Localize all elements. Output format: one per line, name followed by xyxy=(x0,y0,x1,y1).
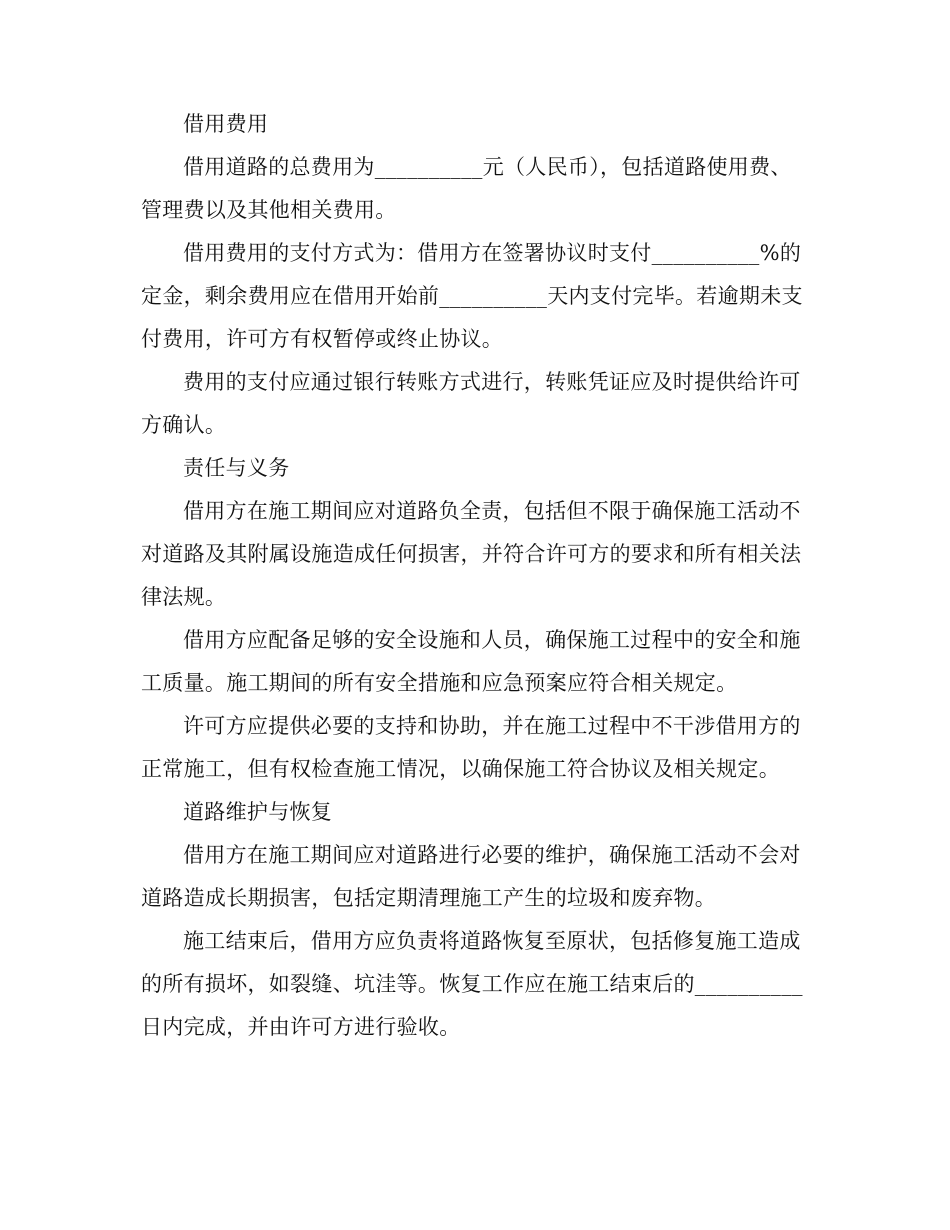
section-heading-maintenance: 道路维护与恢复 xyxy=(183,800,333,824)
paragraph-licensor-support: 许可方应提供必要的支持和协助，并在施工过程中不干涉借用方的正常施工，但有权检查施工情况，以确保施工符合协议及相关规定。 xyxy=(141,714,801,781)
paragraph-payment-method: 借用费用的支付方式为：借用方在签署协议时支付__________%的定金，剩余费用应在借用开始前__________天内支付完毕。若逾期未支付费用，许可方有权暂停或终止协议。 xyxy=(141,241,803,351)
section-heading-responsibilities: 责任与义务 xyxy=(183,456,290,480)
document-page xyxy=(141,103,806,1049)
paragraph-road-restoration: 施工结束后，借用方应负责将道路恢复至原状，包括修复施工造成的所有损坏，如裂缝、坑洼等。恢复工作应在施工结束后的__________日内完成，并由许可方进行验收。 xyxy=(141,929,803,1039)
section-heading-fees: 借用费用 xyxy=(183,112,269,136)
paragraph-road-maintenance: 借用方在施工期间应对道路进行必要的维护，确保施工活动不会对道路造成长期损害，包括定期清理施工产生的垃圾和废弃物。 xyxy=(141,843,801,910)
paragraph-total-fee: 借用道路的总费用为__________元（人民币），包括道路使用费、管理费以及其他相关费用。 xyxy=(141,155,792,222)
paragraph-borrower-responsibility: 借用方在施工期间应对道路负全责，包括但不限于确保施工活动不对道路及其附属设施造成任何损害，并符合许可方的要求和所有相关法律法规。 xyxy=(141,499,802,609)
paragraph-safety-measures: 借用方应配备足够的安全设施和人员，确保施工过程中的安全和施工质量。施工期间的所有安全措施和应急预案应符合相关规定。 xyxy=(141,628,801,695)
paragraph-bank-transfer: 费用的支付应通过银行转账方式进行，转账凭证应及时提供给许可方确认。 xyxy=(141,370,801,437)
